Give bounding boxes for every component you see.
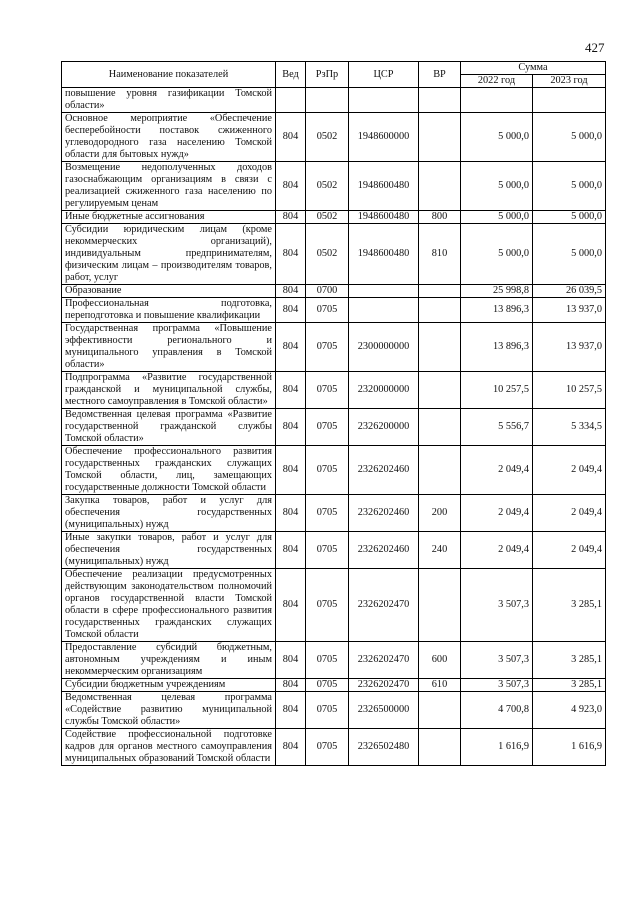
cell-vr	[419, 113, 461, 162]
cell-rzpr: 0705	[306, 532, 349, 569]
table-row	[62, 372, 606, 409]
table-row	[62, 642, 606, 679]
cell-vr: 240	[419, 532, 461, 569]
cell-csr: 2326200000	[349, 409, 419, 446]
cell-2023: 5 000,0	[533, 211, 606, 224]
table-row	[62, 211, 606, 224]
cell-2022: 13 896,3	[461, 323, 533, 372]
cell-vr: 800	[419, 211, 461, 224]
cell-2022: 3 507,3	[461, 679, 533, 692]
cell-vr	[419, 569, 461, 642]
cell-vr	[419, 298, 461, 323]
cell-2022: 1 616,9	[461, 729, 533, 766]
cell-2023: 2 049,4	[533, 446, 606, 495]
cell-name: повышение уровня газификации Томской области»	[62, 88, 276, 113]
cell-vr: 810	[419, 224, 461, 285]
cell-rzpr: 0705	[306, 729, 349, 766]
cell-ved: 804	[276, 162, 306, 211]
cell-ved: 804	[276, 409, 306, 446]
cell-2023: 1 616,9	[533, 729, 606, 766]
cell-name: Основное мероприятие «Обеспечение бесперебойности поставок сжиженного углеводородного газа населению Томской области для бытовых нужд»	[62, 113, 276, 162]
cell-name: Государственная программа «Повышение эффективности регионального и муниципального управления в Томской области»	[62, 323, 276, 372]
cell-name: Ведомственная целевая программа «Развитие государственной гражданской службы Томской области»	[62, 409, 276, 446]
cell-ved: 804	[276, 692, 306, 729]
cell-csr: 2326500000	[349, 692, 419, 729]
cell-2023: 3 285,1	[533, 679, 606, 692]
cell-rzpr: 0502	[306, 224, 349, 285]
cell-2023: 5 000,0	[533, 224, 606, 285]
cell-2023: 2 049,4	[533, 532, 606, 569]
cell-ved: 804	[276, 113, 306, 162]
cell-ved	[276, 88, 306, 113]
table-row	[62, 224, 606, 285]
cell-rzpr: 0502	[306, 211, 349, 224]
header-csr: ЦСР	[349, 62, 419, 88]
table-row	[62, 285, 606, 298]
cell-vr	[419, 285, 461, 298]
cell-rzpr: 0705	[306, 446, 349, 495]
cell-2023: 10 257,5	[533, 372, 606, 409]
header-rzpr: РзПр	[306, 62, 349, 88]
cell-rzpr: 0705	[306, 372, 349, 409]
cell-vr	[419, 446, 461, 495]
cell-ved: 804	[276, 642, 306, 679]
cell-csr	[349, 298, 419, 323]
table-row	[62, 162, 606, 211]
cell-rzpr: 0502	[306, 113, 349, 162]
cell-2022: 4 700,8	[461, 692, 533, 729]
header-year-2022: 2022 год	[461, 75, 533, 88]
table-row	[62, 409, 606, 446]
cell-rzpr	[306, 88, 349, 113]
cell-2023: 4 923,0	[533, 692, 606, 729]
table-row	[62, 729, 606, 766]
cell-rzpr: 0705	[306, 409, 349, 446]
cell-ved: 804	[276, 679, 306, 692]
header-vr: ВР	[419, 62, 461, 88]
cell-2023: 13 937,0	[533, 323, 606, 372]
cell-ved: 804	[276, 446, 306, 495]
cell-csr: 2300000000	[349, 323, 419, 372]
table-row	[62, 692, 606, 729]
cell-csr: 1948600000	[349, 113, 419, 162]
cell-name: Профессиональная подготовка, переподготовка и повышение квалификации	[62, 298, 276, 323]
header-sum: Сумма	[461, 62, 606, 75]
cell-vr	[419, 323, 461, 372]
cell-2023: 13 937,0	[533, 298, 606, 323]
cell-ved: 804	[276, 298, 306, 323]
cell-rzpr: 0705	[306, 642, 349, 679]
table-row	[62, 569, 606, 642]
cell-2022: 25 998,8	[461, 285, 533, 298]
cell-csr: 2326202460	[349, 495, 419, 532]
cell-ved: 804	[276, 569, 306, 642]
cell-2023: 3 285,1	[533, 642, 606, 679]
cell-csr: 2326502480	[349, 729, 419, 766]
cell-vr: 200	[419, 495, 461, 532]
cell-2023	[533, 88, 606, 113]
table-body	[62, 88, 606, 766]
table-row	[62, 323, 606, 372]
cell-2022	[461, 88, 533, 113]
cell-csr	[349, 88, 419, 113]
cell-vr	[419, 162, 461, 211]
cell-name: Образование	[62, 285, 276, 298]
page-number: 427	[585, 40, 605, 55]
table-row	[62, 495, 606, 532]
cell-name: Закупка товаров, работ и услуг для обеспечения государственных (муниципальных) нужд	[62, 495, 276, 532]
cell-ved: 804	[276, 211, 306, 224]
cell-name: Возмещение недополученных доходов газоснабжающим организациям в связи с реализацией сжиженного газа населению по регулируемым ценам	[62, 162, 276, 211]
cell-ved: 804	[276, 372, 306, 409]
cell-csr: 2326202460	[349, 446, 419, 495]
cell-name: Иные бюджетные ассигнования	[62, 211, 276, 224]
cell-csr: 1948600480	[349, 211, 419, 224]
cell-name: Содействие профессиональной подготовке кадров для органов местного самоуправления муниципальных образований Томской области	[62, 729, 276, 766]
cell-2023: 3 285,1	[533, 569, 606, 642]
cell-csr: 1948600480	[349, 162, 419, 211]
cell-2023: 2 049,4	[533, 495, 606, 532]
cell-csr: 2326202470	[349, 679, 419, 692]
cell-csr: 2320000000	[349, 372, 419, 409]
header-ved: Вед	[276, 62, 306, 88]
cell-ved: 804	[276, 495, 306, 532]
cell-rzpr: 0705	[306, 323, 349, 372]
cell-2022: 5 000,0	[461, 224, 533, 285]
table-header	[62, 62, 606, 88]
table-row	[62, 532, 606, 569]
cell-2022: 5 000,0	[461, 211, 533, 224]
cell-ved: 804	[276, 285, 306, 298]
cell-2022: 2 049,4	[461, 495, 533, 532]
table-row	[62, 679, 606, 692]
cell-ved: 804	[276, 224, 306, 285]
cell-2022: 2 049,4	[461, 532, 533, 569]
cell-ved: 804	[276, 323, 306, 372]
cell-name: Ведомственная целевая программа «Содействие развитию муниципальной службы Томской области»	[62, 692, 276, 729]
cell-vr	[419, 409, 461, 446]
cell-csr: 2326202470	[349, 642, 419, 679]
cell-ved: 804	[276, 532, 306, 569]
cell-2022: 5 000,0	[461, 113, 533, 162]
cell-rzpr: 0700	[306, 285, 349, 298]
cell-2023: 5 000,0	[533, 162, 606, 211]
cell-rzpr: 0705	[306, 679, 349, 692]
cell-csr: 2326202470	[349, 569, 419, 642]
cell-name: Субсидии бюджетным учреждениям	[62, 679, 276, 692]
table-row	[62, 88, 606, 113]
cell-name: Обеспечение профессионального развития государственных гражданских служащих Томской области, лиц, замещающих государственные должности Томской области	[62, 446, 276, 495]
cell-vr: 610	[419, 679, 461, 692]
cell-csr: 1948600480	[349, 224, 419, 285]
cell-csr	[349, 285, 419, 298]
cell-2022: 10 257,5	[461, 372, 533, 409]
budget-table	[61, 61, 606, 766]
cell-rzpr: 0705	[306, 495, 349, 532]
cell-vr: 600	[419, 642, 461, 679]
cell-rzpr: 0502	[306, 162, 349, 211]
cell-vr	[419, 729, 461, 766]
cell-ved: 804	[276, 729, 306, 766]
cell-name: Предоставление субсидий бюджетным, автономным учреждениям и иным некоммерческим организациям	[62, 642, 276, 679]
cell-vr	[419, 372, 461, 409]
cell-name: Иные закупки товаров, работ и услуг для обеспечения государственных (муниципальных) нужд	[62, 532, 276, 569]
table-row	[62, 298, 606, 323]
cell-2023: 5 334,5	[533, 409, 606, 446]
cell-name: Субсидии юридическим лицам (кроме некоммерческих организаций), индивидуальным предпринимателям, физическим лицам – производителям товаров, работ, услуг	[62, 224, 276, 285]
cell-2023: 5 000,0	[533, 113, 606, 162]
cell-2022: 3 507,3	[461, 569, 533, 642]
table-row	[62, 446, 606, 495]
table-row	[62, 113, 606, 162]
cell-vr	[419, 692, 461, 729]
header-year-2023: 2023 год	[533, 75, 606, 88]
cell-name: Подпрограмма «Развитие государственной гражданской и муниципальной службы, местного самоуправления в Томской области»	[62, 372, 276, 409]
cell-name: Обеспечение реализации предусмотренных действующим законодательством полномочий органов государственной власти Томской области в сфере профессионального развития государственных гражданских служащих Томской области	[62, 569, 276, 642]
cell-rzpr: 0705	[306, 298, 349, 323]
cell-rzpr: 0705	[306, 569, 349, 642]
cell-2022: 13 896,3	[461, 298, 533, 323]
cell-2022: 5 000,0	[461, 162, 533, 211]
cell-2023: 26 039,5	[533, 285, 606, 298]
cell-vr	[419, 88, 461, 113]
header-name: Наименование показателей	[62, 62, 276, 88]
cell-rzpr: 0705	[306, 692, 349, 729]
cell-2022: 5 556,7	[461, 409, 533, 446]
cell-2022: 3 507,3	[461, 642, 533, 679]
cell-csr: 2326202460	[349, 532, 419, 569]
cell-2022: 2 049,4	[461, 446, 533, 495]
